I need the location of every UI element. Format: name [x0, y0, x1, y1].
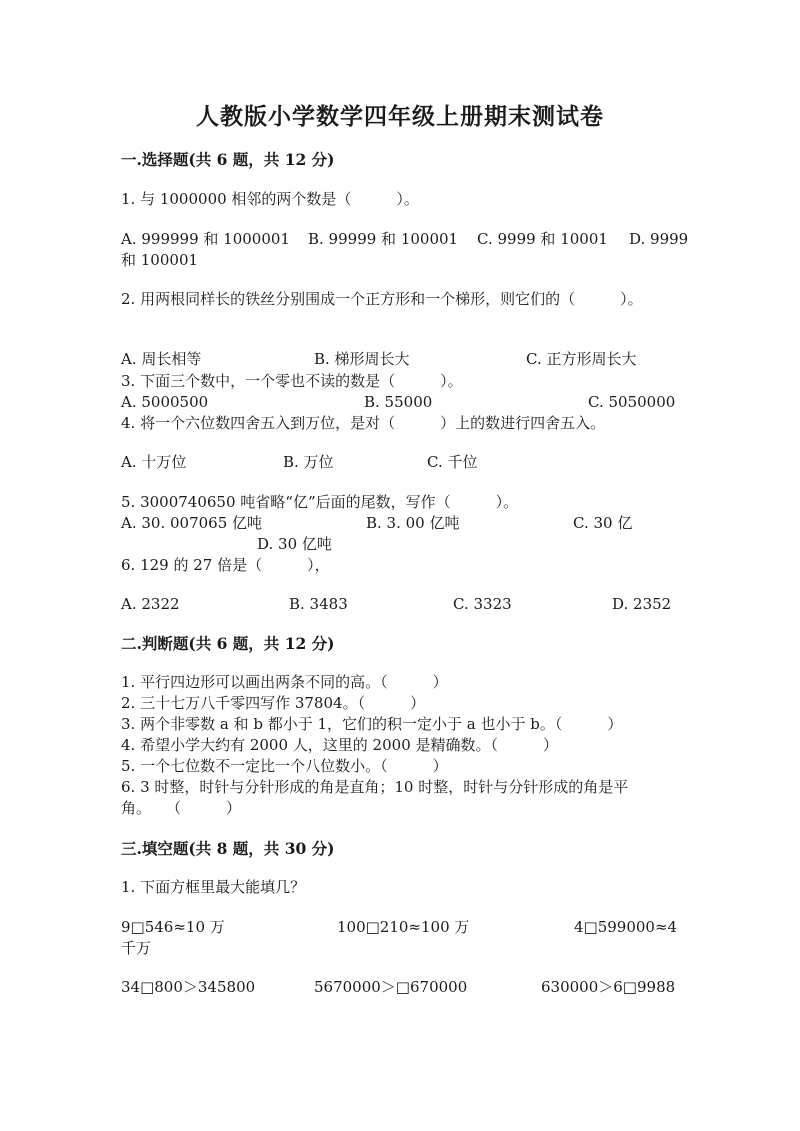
question-stem: 5. 3000740650 吨省略“亿”后面的尾数，写作（ ）。 — [121, 493, 519, 511]
option-a: A. 5000500 — [121, 393, 209, 411]
option-a: A. 2322 — [121, 595, 180, 613]
option-b: B. 万位 — [283, 453, 334, 471]
option-a: A. 十万位 — [121, 453, 187, 471]
option-c: C. 3323 — [453, 595, 512, 613]
option-b: B. 55000 — [364, 393, 433, 411]
question-stem: 2. 用两根同样长的铁丝分别围成一个正方形和一个梯形，则它们的（ ）。 — [121, 290, 643, 308]
option-c: C. 9999 和 10001 — [477, 230, 608, 248]
option-d: D. 30 亿吨 — [257, 535, 332, 553]
section-heading-fill: 三.填空题(共 8 题，共 30 分) — [121, 839, 335, 858]
judgement-item-continued: 角。 （ ） — [121, 799, 242, 817]
option-a: A. 999999 和 1000001 — [121, 230, 290, 248]
section-heading-judgement: 二.判断题(共 6 题，共 12 分) — [121, 634, 335, 653]
option-a: A. 周长相等 — [121, 350, 202, 368]
option-d: D. 9999 — [629, 230, 689, 248]
option-b: B. 梯形周长大 — [314, 350, 410, 368]
option-c: C. 5050000 — [588, 393, 676, 411]
option-d-continued: 和 100001 — [121, 251, 199, 269]
option-b: B. 99999 和 100001 — [308, 230, 459, 248]
question-stem: 3. 下面三个数中，一个零也不读的数是（ ）。 — [121, 372, 463, 390]
option-b: B. 3. 00 亿吨 — [366, 514, 460, 532]
judgement-item: 5. 一个七位数不一定比一个八位数小。（ ） — [121, 757, 448, 775]
option-c: C. 千位 — [427, 453, 478, 471]
judgement-item: 1. 平行四边形可以画出两条不同的高。（ ） — [121, 673, 448, 691]
section-heading-choice: 一.选择题(共 6 题，共 12 分) — [121, 150, 335, 169]
judgement-item: 2. 三十七万八千零四写作 37804。（ ） — [121, 694, 426, 712]
fill-item: 4□599000≈4 — [574, 918, 678, 936]
option-c: C. 正方形周长大 — [526, 350, 637, 368]
option-a: A. 30. 007065 亿吨 — [121, 514, 263, 532]
option-b: B. 3483 — [289, 595, 348, 613]
judgement-item: 4. 希望小学大约有 2000 人，这里的 2000 是精确数。（ ） — [121, 736, 559, 754]
question-stem: 1. 下面方框里最大能填几？ — [121, 878, 306, 896]
question-stem: 4. 将一个六位数四舍五入到万位，是对（ ）上的数进行四舍五入。 — [121, 414, 606, 432]
option-d: D. 2352 — [612, 595, 672, 613]
fill-item: 9□546≈10 万 — [121, 918, 225, 936]
fill-item: 630000＞6□9988 — [541, 978, 676, 996]
fill-item: 34□800＞345800 — [121, 978, 256, 996]
option-c: C. 30 亿 — [573, 514, 633, 532]
question-stem: 6. 129 的 27 倍是（ ）， — [121, 556, 330, 574]
fill-item: 100□210≈100 万 — [337, 918, 470, 936]
judgement-item: 6. 3 时整，时针与分针形成的角是直角；10 时整，时针与分针形成的角是平 — [121, 778, 629, 796]
question-stem: 1. 与 1000000 相邻的两个数是（ ）。 — [121, 190, 419, 208]
fill-item: 5670000＞□670000 — [314, 978, 468, 996]
fill-item-continued: 千万 — [121, 939, 152, 957]
page-title: 人教版小学数学四年级上册期末测试卷 — [196, 103, 604, 130]
judgement-item: 3. 两个非零数 a 和 b 都小于 1，它们的积一定小于 a 也小于 b。（ ） — [121, 715, 623, 733]
